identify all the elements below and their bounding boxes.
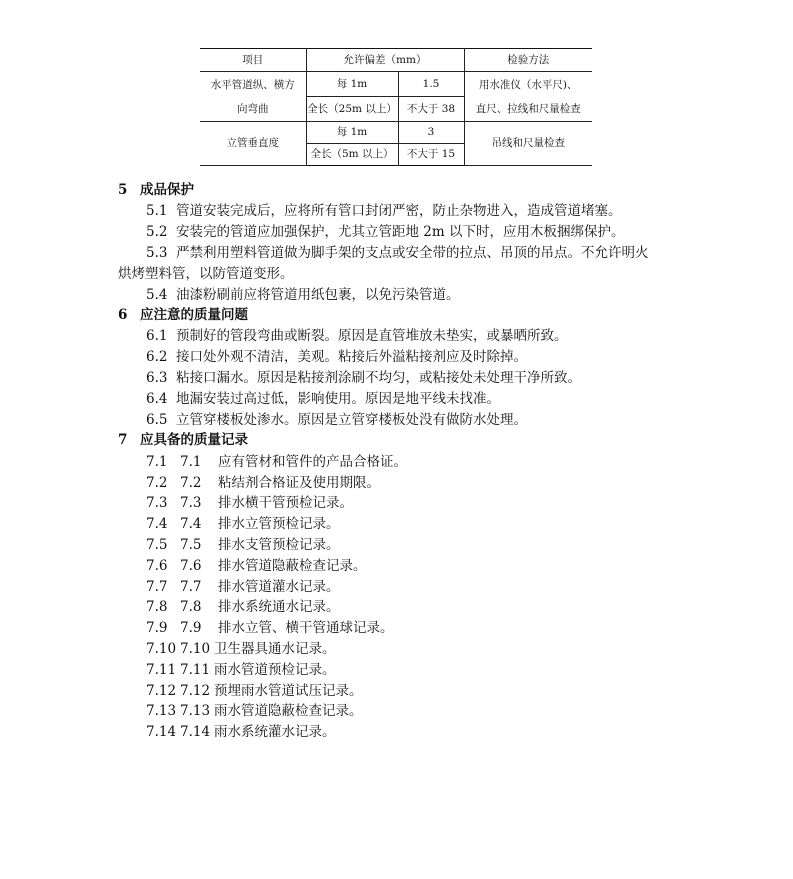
item-subnumber: 7.9 xyxy=(180,620,202,636)
list-item xyxy=(146,408,527,428)
item-number: 7.4 xyxy=(146,516,168,532)
item-text: 排水管道灌水记录。 xyxy=(218,579,340,595)
row2-sub2-label: 全长（5m 以上） xyxy=(306,144,398,166)
row2-sub1-label: 每 1m xyxy=(306,122,398,144)
item-text: 立管穿楼板处渗水。原因是立管穿楼板处没有做防水处理。 xyxy=(176,412,527,428)
item-subnumber: 7.8 xyxy=(180,599,202,615)
header-item: 项目 xyxy=(200,49,306,72)
section-title: 成品保护 xyxy=(140,182,194,198)
row2-method-cell: 吊线和尺量检查 xyxy=(464,122,592,166)
list-item-continuation: 烘烤塑料管，以防管道变形。 xyxy=(118,266,294,282)
item-number: 7.8 xyxy=(146,599,168,615)
item-subnumber: 7.1 xyxy=(180,454,202,470)
list-item xyxy=(146,387,500,407)
tolerance-table xyxy=(200,48,592,166)
item-text: 严禁利用塑料管道做为脚手架的支点或安全带的拉点、吊顶的吊点。不允许明火 xyxy=(176,245,649,261)
table-header-row xyxy=(200,49,592,72)
record-item xyxy=(146,533,340,553)
section-title: 应具备的质量记录 xyxy=(140,432,248,448)
row1-method-cell xyxy=(464,72,592,122)
item-subnumber: 7.7 xyxy=(180,579,202,595)
item-number: 7.10 xyxy=(146,641,177,657)
record-item xyxy=(146,491,353,511)
item-text: 排水立管预检记录。 xyxy=(218,516,340,532)
list-item xyxy=(146,324,568,344)
item-number: 7.2 xyxy=(146,475,168,491)
item-subnumber: 7.14 xyxy=(180,724,211,740)
record-item xyxy=(146,512,340,532)
item-text: 接口处外观不清洁，美观。粘接后外溢粘接剂应及时除掉。 xyxy=(176,349,527,365)
item-text: 排水管道隐蔽检查记录。 xyxy=(218,558,367,574)
item-subnumber: 7.4 xyxy=(180,516,202,532)
list-item xyxy=(146,366,581,386)
item-text: 排水系统通水记录。 xyxy=(218,599,340,615)
item-text: 应有管材和管件的产品合格证。 xyxy=(218,454,407,470)
table-row xyxy=(200,122,592,144)
item-subnumber: 7.2 xyxy=(180,475,202,491)
list-item xyxy=(146,283,460,303)
item-number: 7.11 xyxy=(146,662,177,678)
item-subnumber: 7.6 xyxy=(180,558,202,574)
item-text: 油漆粉刷前应将管道用纸包裹，以免污染管道。 xyxy=(176,287,460,303)
item-subnumber: 7.10 xyxy=(180,641,211,657)
record-item xyxy=(146,637,336,657)
item-number: 6.2 xyxy=(146,349,168,365)
list-item xyxy=(146,241,649,261)
item-text: 安装完的管道应加强保护，尤其立管距地 2m 以下时，应用木板捆绑保护。 xyxy=(176,224,625,240)
item-number: 5.1 xyxy=(146,203,168,219)
item-subnumber: 7.5 xyxy=(180,537,202,553)
row1-sub1-label: 每 1m xyxy=(306,72,398,97)
section-number: 6 xyxy=(118,307,128,323)
item-number: 7.14 xyxy=(146,724,177,740)
header-tolerance: 允许偏差（mm） xyxy=(306,49,464,72)
item-text: 粘结剂合格证及使用期限。 xyxy=(218,475,380,491)
tolerance-table-wrapper xyxy=(200,48,592,166)
item-text: 雨水管道预检记录。 xyxy=(214,662,336,678)
item-text: 预制好的管段弯曲或断裂。原因是直管堆放未垫实，或暴晒所致。 xyxy=(176,328,568,344)
item-text: 排水横干管预检记录。 xyxy=(218,495,353,511)
item-subnumber: 7.3 xyxy=(180,495,202,511)
record-item xyxy=(146,658,336,678)
item-number: 5.4 xyxy=(146,287,168,303)
item-text: 雨水管道隐蔽检查记录。 xyxy=(214,703,363,719)
item-number: 6.5 xyxy=(146,412,168,428)
item-number: 6.3 xyxy=(146,370,168,386)
item-number: 7.12 xyxy=(146,683,177,699)
record-item xyxy=(146,450,407,470)
row1-method-line1: 用水准仪（水平尺)、 xyxy=(478,78,578,91)
row1-item-line2: 向弯曲 xyxy=(237,102,269,115)
section-5-heading xyxy=(118,178,194,198)
item-text: 卫生器具通水记录。 xyxy=(214,641,336,657)
section-number: 7 xyxy=(118,432,128,448)
row1-sub2-label: 全长（25m 以上） xyxy=(306,97,398,122)
item-text: 地漏安装过高过低，影响使用。原因是地平线未找准。 xyxy=(176,391,500,407)
header-method: 检验方法 xyxy=(464,49,592,72)
record-item xyxy=(146,720,336,740)
row2-sub1-value: 3 xyxy=(398,122,464,144)
item-number: 6.4 xyxy=(146,391,168,407)
record-item xyxy=(146,679,363,699)
item-number: 6.1 xyxy=(146,328,168,344)
item-number: 5.3 xyxy=(146,245,168,261)
row1-item-cell xyxy=(200,72,306,122)
record-item xyxy=(146,575,340,595)
row1-sub2-value: 不大于 38 xyxy=(398,97,464,122)
row2-item-cell: 立管垂直度 xyxy=(200,122,306,166)
item-number: 7.6 xyxy=(146,558,168,574)
record-item xyxy=(146,554,367,574)
record-item xyxy=(146,699,363,719)
section-number: 5 xyxy=(118,182,128,198)
row1-sub1-value: 1.5 xyxy=(398,72,464,97)
row1-item-line1: 水平管道纵、横方 xyxy=(210,78,295,91)
record-item xyxy=(146,471,380,491)
row1-method-line2: 直尺、拉线和尺量检查 xyxy=(475,102,581,115)
item-number: 7.5 xyxy=(146,537,168,553)
list-item xyxy=(146,199,622,219)
item-text: 排水支管预检记录。 xyxy=(218,537,340,553)
section-7-heading xyxy=(118,428,248,448)
item-number: 7.1 xyxy=(146,454,168,470)
item-number: 5.2 xyxy=(146,224,168,240)
item-text: 雨水系统灌水记录。 xyxy=(214,724,336,740)
item-subnumber: 7.12 xyxy=(180,683,211,699)
item-text: 粘接口漏水。原因是粘接剂涂刷不均匀，或粘接处未处理干净所致。 xyxy=(176,370,581,386)
record-item xyxy=(146,616,394,636)
item-number: 7.7 xyxy=(146,579,168,595)
item-subnumber: 7.13 xyxy=(180,703,211,719)
section-6-heading xyxy=(118,303,248,323)
item-text: 排水立管、横干管通球记录。 xyxy=(218,620,394,636)
item-subnumber: 7.11 xyxy=(180,662,211,678)
item-text: 管道安装完成后，应将所有管口封闭严密，防止杂物进入，造成管道堵塞。 xyxy=(176,203,622,219)
item-number: 7.3 xyxy=(146,495,168,511)
record-item xyxy=(146,595,340,615)
row2-sub2-value: 不大于 15 xyxy=(398,144,464,166)
list-item xyxy=(146,345,527,365)
item-number: 7.9 xyxy=(146,620,168,636)
section-title: 应注意的质量问题 xyxy=(140,307,248,323)
item-number: 7.13 xyxy=(146,703,177,719)
table-row xyxy=(200,72,592,97)
list-item xyxy=(146,220,624,240)
item-text: 预埋雨水管道试压记录。 xyxy=(214,683,363,699)
